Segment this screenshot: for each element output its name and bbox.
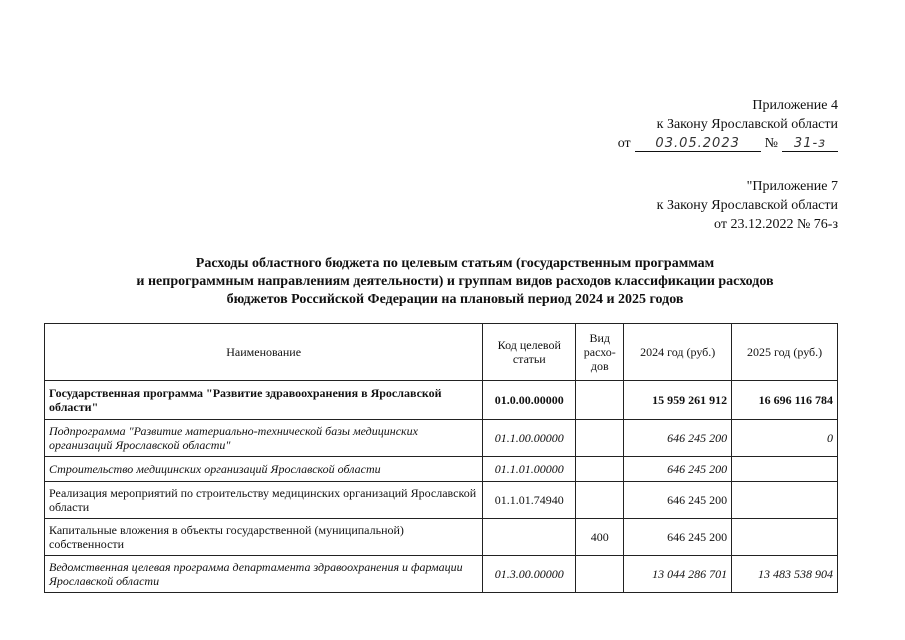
appendix-date-row: [618, 134, 838, 153]
number-prefix: №: [764, 136, 778, 151]
handwritten-date: 03.05.2023: [635, 136, 761, 152]
row-2025: [732, 457, 838, 482]
row-name: Ведомственная целевая программа департамента здравоохранения и фармации Ярославской области: [45, 556, 483, 593]
header-2024: 2024 год (руб.): [624, 324, 732, 381]
table-header-row: [45, 324, 838, 381]
header-name: Наименование: [45, 324, 483, 381]
row-type: [576, 457, 624, 482]
document-title: [60, 255, 850, 309]
prev-appendix-law: к Закону Ярославской области: [656, 198, 838, 213]
row-name: Строительство медицинских организаций Ярославской области: [45, 457, 483, 482]
appendix-law: к Закону Ярославской области: [656, 117, 838, 132]
table-row: [45, 381, 838, 420]
row-name: Реализация мероприятий по строительству медицинских организаций Ярославской области: [45, 482, 483, 519]
row-2025: 16 696 116 784: [732, 381, 838, 420]
title-line-3: бюджетов Российской Федерации на плановый период 2024 и 2025 годов: [226, 292, 684, 307]
header-type: Вид расхо-дов: [576, 324, 624, 381]
row-type: 400: [576, 519, 624, 556]
handwritten-number: 31-з: [782, 136, 838, 152]
row-name: Государственная программа "Развитие здравоохранения в Ярославской области": [45, 381, 483, 420]
prev-appendix-date: от 23.12.2022 № 76-з: [714, 217, 838, 232]
row-type: [576, 556, 624, 593]
row-code: 01.1.01.00000: [483, 457, 576, 482]
prev-appendix-block: [657, 177, 838, 234]
header-code: Код целевой статьи: [483, 324, 576, 381]
row-2025: 0: [732, 420, 838, 457]
row-code: 01.1.01.74940: [483, 482, 576, 519]
table-row: [45, 420, 838, 457]
row-code: 01.0.00.00000: [483, 381, 576, 420]
budget-table: [44, 323, 838, 593]
row-2024: 13 044 286 701: [624, 556, 732, 593]
appendix-block: [618, 96, 838, 153]
date-prefix: от: [617, 136, 631, 151]
title-line-2: и непрограммным направлениям деятельности) и группам видов расходов классификации расходов: [136, 274, 774, 289]
table-row: [45, 482, 838, 519]
row-2024: 646 245 200: [624, 519, 732, 556]
row-type: [576, 482, 624, 519]
row-2024: 15 959 261 912: [624, 381, 732, 420]
row-2024: 646 245 200: [624, 457, 732, 482]
table-row: [45, 556, 838, 593]
row-code: 01.1.00.00000: [483, 420, 576, 457]
table-row: [45, 519, 838, 556]
row-type: [576, 420, 624, 457]
row-type: [576, 381, 624, 420]
row-code: [483, 519, 576, 556]
row-name: Капитальные вложения в объекты государственной (муниципальной) собственности: [45, 519, 483, 556]
row-name: Подпрограмма "Развитие материально-технической базы медицинских организаций Ярославской области": [45, 420, 483, 457]
title-line-1: Расходы областного бюджета по целевым статьям (государственным программам: [195, 256, 715, 271]
row-code: 01.3.00.00000: [483, 556, 576, 593]
header-2025: 2025 год (руб.): [732, 324, 838, 381]
table-row: [45, 457, 838, 482]
row-2024: 646 245 200: [624, 420, 732, 457]
row-2025: [732, 482, 838, 519]
row-2024: 646 245 200: [624, 482, 732, 519]
row-2025: [732, 519, 838, 556]
prev-appendix-title: "Приложение 7: [746, 179, 838, 194]
row-2025: 13 483 538 904: [732, 556, 838, 593]
appendix-title: Приложение 4: [752, 98, 838, 113]
